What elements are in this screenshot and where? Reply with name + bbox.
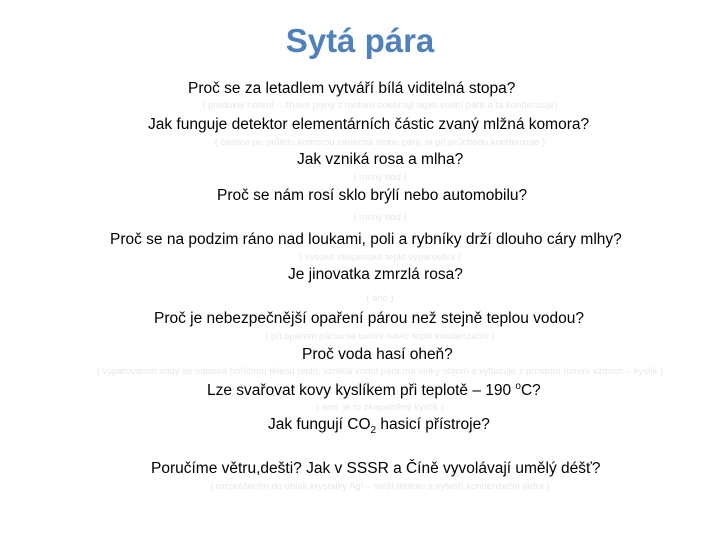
question-9-end: C?	[520, 382, 541, 400]
question-4: Proč se nám rosí sklo brýlí nebo automobilu?	[217, 187, 528, 204]
question-5: Proč se na podzim ráno nad loukami, poli a rybníky drží dlouho cáry mlhy?	[110, 231, 622, 248]
question-6: Je jinovatka zmrzlá rosa?	[288, 266, 463, 283]
question-9	[207, 381, 541, 400]
question-10	[268, 416, 490, 436]
question-1: Proč se za letadlem vytváří bílá viditelná stopa?	[188, 80, 516, 97]
answer-9: ( ano, je to zkapalněný kyslík )	[316, 402, 444, 413]
answer-1: ( produkty hoření – žhavé plyny z motoru odebírají teplo vodní páře a ta kondenzuje)	[202, 100, 558, 111]
degree-superscript: o	[515, 381, 521, 392]
answer-2: ( částice po průletu komorou zanechá stopu páry, ta při průchodu kondenzuje )	[214, 137, 546, 148]
question-3: Jak vzniká rosa a mlha?	[297, 151, 464, 168]
answer-5: ( vysoké skupenské teplo vypařování )	[299, 252, 461, 263]
answer-11: ( rozprášením do oblak krystalky AgI – sníží teplotu a vytvoří kondenzační jádra )	[210, 481, 550, 492]
answer-4: ( rosný bod )	[353, 212, 407, 223]
question-9-text: Lze svařovat kovy kyslíkem při teplotě – 190	[207, 382, 516, 400]
answer-6: ( ano )	[366, 293, 394, 304]
question-10-text: Jak fungují CO	[268, 416, 371, 433]
question-8: Proč voda hasí oheň?	[302, 346, 453, 363]
answer-8: ( vypařováním vody se odebírá hořícímu tělesu teplo, vzniklá vodní pára má velký objem a vytlačuje z prostoru hoření vzduch – kyslík )	[96, 366, 664, 377]
slide-title: Sytá pára	[285, 22, 435, 59]
co2-subscript: 2	[370, 425, 377, 437]
answer-7: ( při opaření párou se uvolní navíc teplo kondenzační )	[265, 331, 495, 342]
question-11: Poručíme větru,dešti? Jak v SSSR a Číně vyvolávají umělý déšť?	[151, 460, 601, 477]
question-2: Jak funguje detektor elementárních částic zvaný mlžná komora?	[148, 116, 590, 133]
answer-3: ( rosný bod )	[353, 172, 407, 183]
question-7: Proč je nebezpečnější opaření párou než stejně teplou vodou?	[154, 310, 584, 327]
question-10-end: hasicí přístroje?	[376, 416, 490, 433]
